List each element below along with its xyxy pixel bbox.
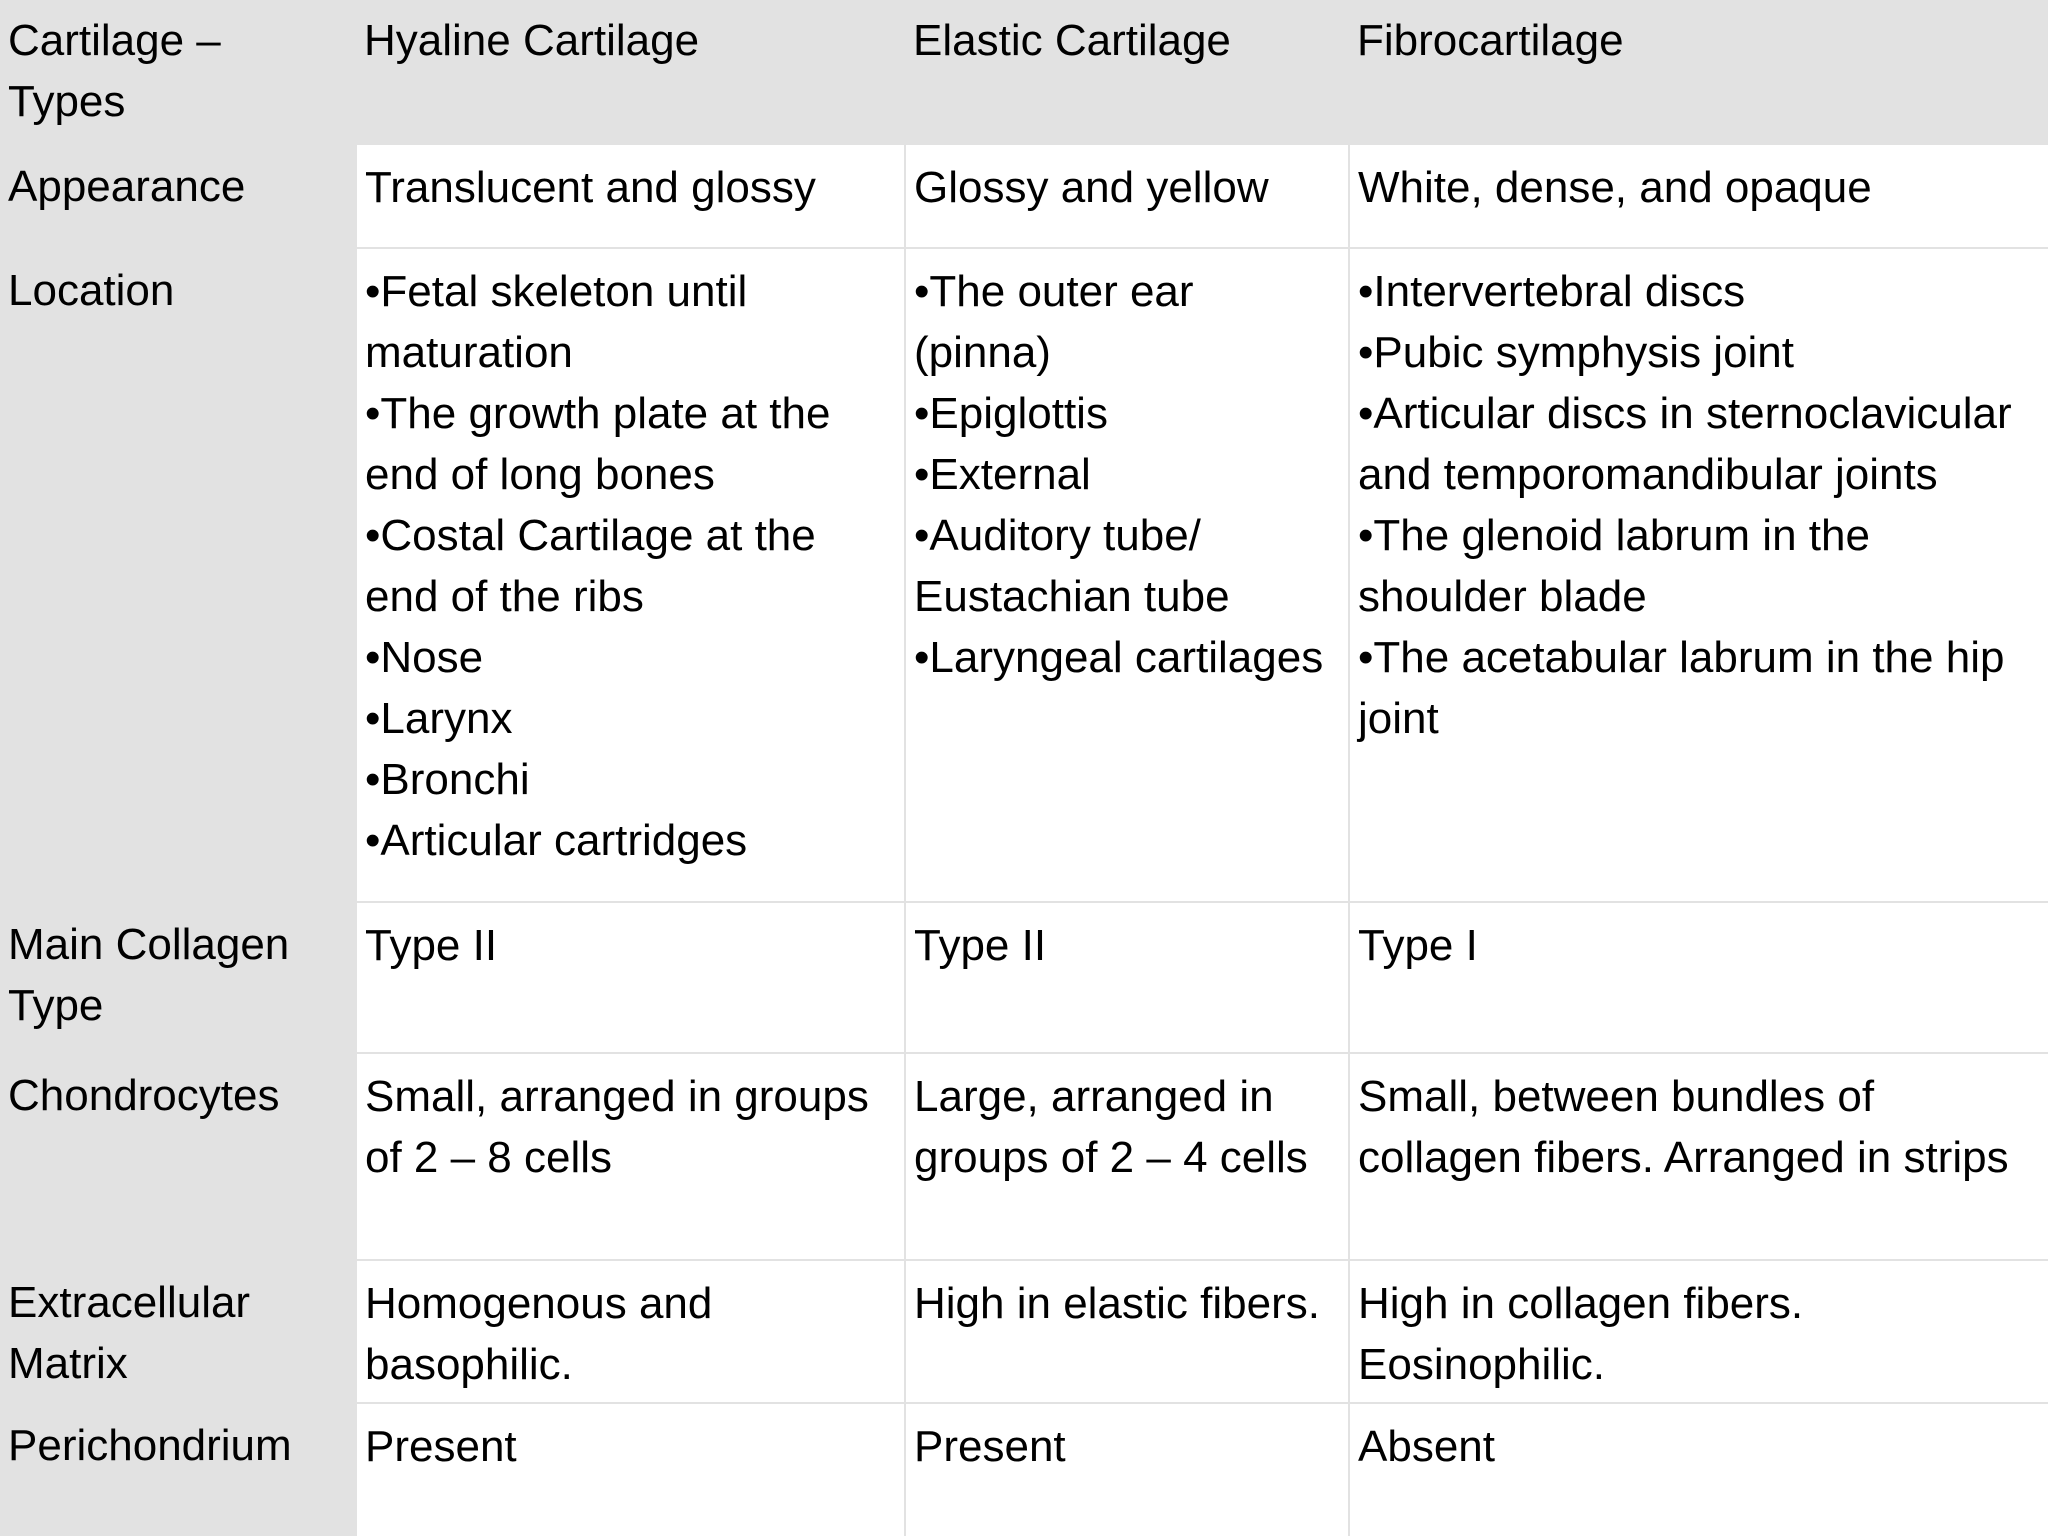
list-item: •Larynx (365, 694, 513, 743)
list-item: •The outer ear (pinna) (914, 267, 1194, 377)
row-label-chondrocytes: Chondrocytes (0, 1053, 356, 1260)
cell-text: Present (365, 1422, 517, 1471)
cell-appearance-fibrocartilage (1349, 144, 2048, 248)
cell-text: Large, arranged in groups of 2 – 4 cells (914, 1072, 1308, 1182)
list-item: •Articular discs in sternoclavicular and temporomandibular joints (1358, 389, 2012, 499)
cell-text: Present (914, 1422, 1066, 1471)
cell-text: Type II (365, 921, 498, 970)
table-row-perichondrium (0, 1403, 2048, 1536)
cell-collagen-elastic (905, 902, 1349, 1053)
cell-ecm-fibrocartilage (1349, 1260, 2048, 1403)
list-item: •The acetabular labrum in the hip joint (1358, 633, 2005, 743)
list-item: •Laryngeal cartilages (914, 633, 1324, 682)
cell-appearance-elastic (905, 144, 1349, 248)
cell-location-hyaline (356, 248, 905, 902)
list-item: •Epiglottis (914, 389, 1108, 438)
cell-text: Glossy and yellow (914, 163, 1269, 212)
list-item: •Intervertebral discs (1358, 267, 1746, 316)
cell-chondrocytes-elastic (905, 1053, 1349, 1260)
list-item: •The glenoid labrum in the shoulder blade (1358, 511, 1870, 621)
cell-location-elastic (905, 248, 1349, 902)
cell-appearance-hyaline (356, 144, 905, 248)
table-row-chondrocytes (0, 1053, 2048, 1260)
list-item: •Articular cartridges (365, 816, 748, 865)
cell-text: Small, between bundles of collagen fibers. Arranged in strips (1358, 1072, 2009, 1182)
cell-text: High in elastic fibers. (914, 1279, 1320, 1328)
row-label-location: Location (0, 248, 356, 902)
cell-text: White, dense, and opaque (1358, 163, 1872, 212)
cell-chondrocytes-hyaline (356, 1053, 905, 1260)
list-item: •Costal Cartilage at the end of the ribs (365, 511, 816, 621)
table-header-row (0, 0, 2048, 144)
cell-location-fibrocartilage (1349, 248, 2048, 902)
cell-text: Homogenous and basophilic. (365, 1279, 713, 1389)
cell-ecm-hyaline (356, 1260, 905, 1403)
cell-perichondrium-fibrocartilage (1349, 1403, 2048, 1536)
list-item: •Fetal skeleton until maturation (365, 267, 748, 377)
column-header-hyaline: Hyaline Cartilage (356, 0, 905, 144)
column-header-fibrocartilage: Fibrocartilage (1349, 0, 2048, 144)
table-row-location (0, 248, 2048, 902)
cell-text: High in collagen fibers. Eosinophilic. (1358, 1279, 1804, 1389)
cell-perichondrium-elastic (905, 1403, 1349, 1536)
cell-collagen-hyaline (356, 902, 905, 1053)
cell-collagen-fibrocartilage (1349, 902, 2048, 1053)
cell-text: Type II (914, 921, 1047, 970)
cell-text: Type I (1358, 921, 1478, 970)
list-item: •The growth plate at the end of long bones (365, 389, 831, 499)
column-header-elastic: Elastic Cartilage (905, 0, 1349, 144)
list-item: •Auditory tube/ Eustachian tube (914, 511, 1230, 621)
row-label-main-collagen-type: Main Collagen Type (0, 902, 356, 1053)
cell-text: Absent (1358, 1422, 1495, 1471)
corner-header: Cartilage – Types (0, 0, 356, 144)
list-item: •Nose (365, 633, 484, 682)
table-row-main-collagen-type (0, 902, 2048, 1053)
list-item: •Pubic symphysis joint (1358, 328, 1795, 377)
table-row-appearance (0, 144, 2048, 248)
cell-perichondrium-hyaline (356, 1403, 905, 1536)
row-label-appearance: Appearance (0, 144, 356, 248)
cell-text: Small, arranged in groups of 2 – 8 cells (365, 1072, 869, 1182)
list-item: •External (914, 450, 1091, 499)
cell-text: Translucent and glossy (365, 163, 816, 212)
table-row-extracellular-matrix (0, 1260, 2048, 1403)
cell-chondrocytes-fibrocartilage (1349, 1053, 2048, 1260)
row-label-extracellular-matrix: Extracellular Matrix (0, 1260, 356, 1403)
list-item: •Bronchi (365, 755, 530, 804)
cell-ecm-elastic (905, 1260, 1349, 1403)
row-label-perichondrium: Perichondrium (0, 1403, 356, 1536)
